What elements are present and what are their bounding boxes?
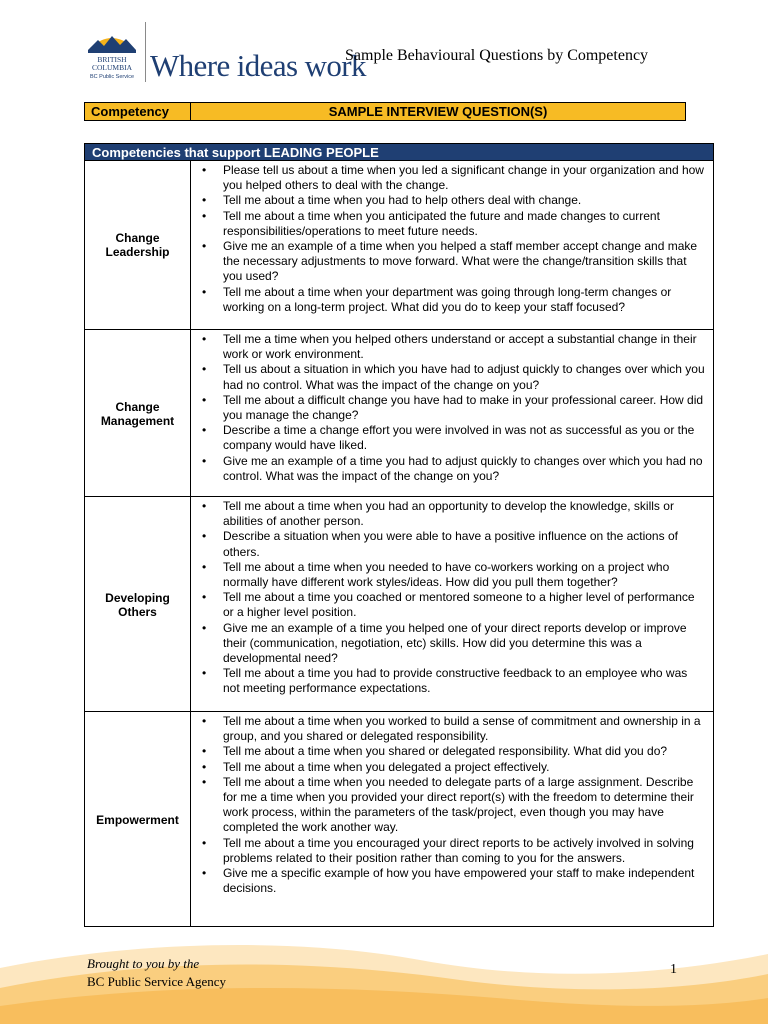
table-row <box>85 161 713 329</box>
question-item: • Tell us about a situation in which you have had to adjust quickly to changes over which you had no control. What was the impact of the change on you? <box>191 362 713 392</box>
column-header-competency: Competency <box>84 102 191 121</box>
question-item: • Tell me about a time when you anticipated the future and made changes to current responsibilities/operations to meet future needs. <box>191 209 713 239</box>
table-row <box>85 711 713 927</box>
question-item: • Tell me about a time when your department was going through long-term changes or working on a long-term project. What did you do to keep your staff focused? <box>191 285 713 315</box>
page-number: 1 <box>670 962 677 977</box>
question-item: • Tell me about a time you encouraged your direct reports to be actively involved in solving problems related to their position rather than coming to you for the answers. <box>191 836 713 866</box>
table-row <box>85 496 713 712</box>
question-item: • Tell me about a time when you worked to build a sense of commitment and ownership in a group, and you shared or delegated responsibility. <box>191 714 713 744</box>
competency-label: Empowerment <box>96 812 179 827</box>
table-row <box>85 329 713 497</box>
footer-brought-by: Brought to you by the <box>87 956 200 971</box>
question-list <box>191 499 713 697</box>
question-list <box>191 163 713 315</box>
competency-label: Change Management <box>100 399 175 428</box>
bc-logo <box>84 24 140 82</box>
competency-label: Change Leadership <box>105 231 170 259</box>
column-header-questions: SAMPLE INTERVIEW QUESTION(S) <box>190 102 686 121</box>
header-divider <box>145 22 146 82</box>
section-header: Competencies that support LEADING PEOPLE <box>84 143 714 161</box>
question-item: • Describe a time a change effort you were involved in was not as successful as you or the company would have liked. <box>191 423 713 453</box>
question-item: • Tell me about a time when you had to help others deal with change. <box>191 193 713 208</box>
question-item: • Give me an example of a time you helped one of your direct reports develop or improve their (communication, negotiation, etc) skills. How did you determine this was a developmental need? <box>191 621 713 667</box>
question-list <box>191 332 713 484</box>
document-title: Sample Behavioural Questions by Competency <box>345 47 649 64</box>
question-item: • Tell me a time when you helped others understand or accept a substantial change in their work or work environment. <box>191 332 713 362</box>
question-item: • Describe a situation when you were able to have a positive influence on the actions of others. <box>191 529 713 559</box>
question-item: • Give me a specific example of how you have empowered your staff to make independent decisions. <box>191 866 713 896</box>
footer <box>87 955 226 991</box>
logo-text-bcps: BC Public Service <box>89 74 135 80</box>
competency-table <box>84 160 714 927</box>
tagline: Where ideas work <box>150 48 366 83</box>
question-list <box>191 714 713 896</box>
footer-agency: BC Public Service Agency <box>87 974 227 989</box>
question-item: • Tell me about a time when you needed to have co-workers working on a project who normally have different work styles/ideas. How did you pull them together? <box>191 560 713 590</box>
question-item: • Tell me about a time you had to provide constructive feedback to an employee who was not meeting performance expectations. <box>191 666 713 696</box>
question-item: • Tell me about a time when you delegated a project effectively. <box>191 760 713 775</box>
question-item: • Tell me about a time when you had an opportunity to develop the knowledge, skills or abilities of another person. <box>191 499 713 529</box>
question-item: • Please tell us about a time when you led a significant change in your organization and how you helped others to deal with the change. <box>191 163 713 193</box>
logo-text-british: BRITISH <box>97 55 127 64</box>
question-item: • Tell me about a time when you shared or delegated responsibility. What did you do? <box>191 744 713 759</box>
competency-label: Developing Others <box>105 590 170 619</box>
question-item: • Tell me about a difficult change you have had to make in your professional career. How did you manage the change? <box>191 393 713 423</box>
question-item: • Give me an example of a time when you helped a staff member accept change and make the necessary adjustments to move forward. What were the change/transition skills that you used? <box>191 239 713 285</box>
question-item: • Give me an example of a time you had to adjust quickly to changes over which you had no control. What was the impact of the change on you? <box>191 454 713 484</box>
question-item: • Tell me about a time when you needed to delegate parts of a large assignment. Describe for me a time when you provided your direct report(s) with the freedom to determine their work process, within the parameters of the task/project, even though you may have completed the work another way. <box>191 775 713 836</box>
question-item: • Tell me about a time you coached or mentored someone to a higher level of performance or a higher level position. <box>191 590 713 620</box>
logo-text-columbia: COLUMBIA <box>91 63 133 72</box>
